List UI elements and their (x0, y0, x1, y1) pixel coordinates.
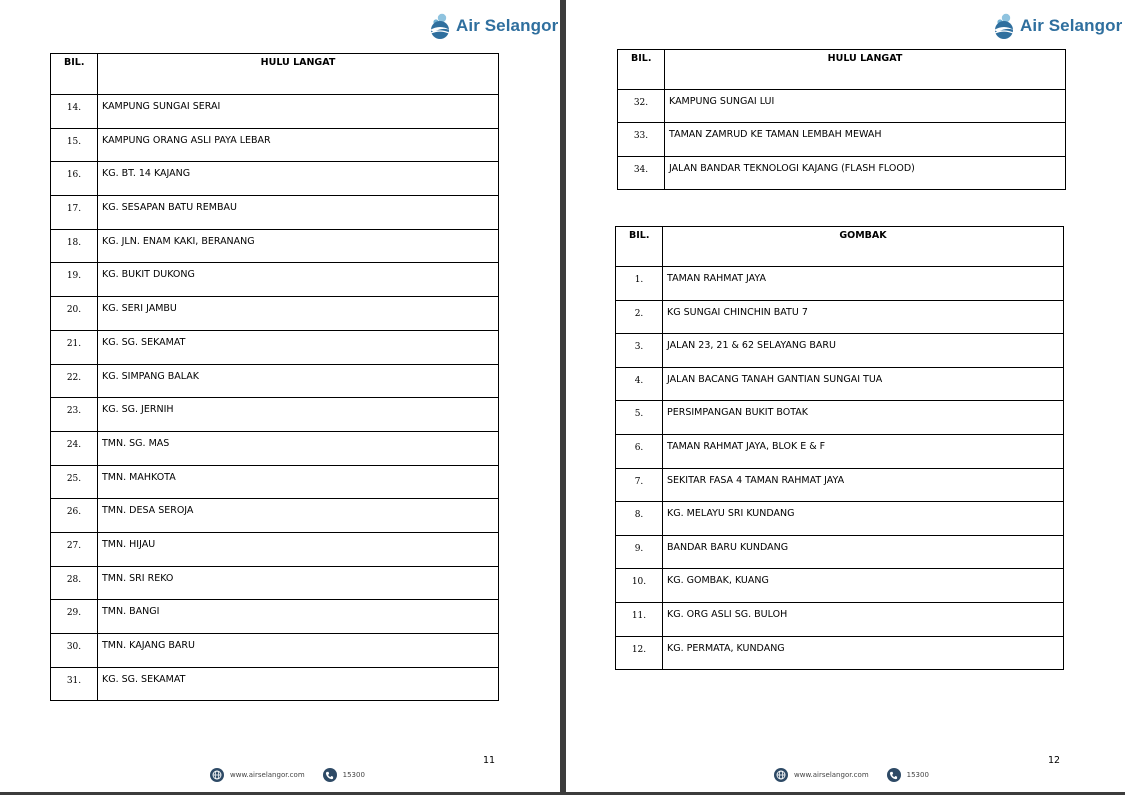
row-number: 24. (51, 431, 98, 465)
location-name: TMN. SG. MAS (98, 431, 499, 465)
table-row (51, 667, 499, 701)
location-name: KG. JLN. ENAM KAKI, BERANANG (98, 229, 499, 263)
page-footer (774, 768, 929, 782)
table-header-row (618, 50, 1066, 90)
location-name: KG. SG. JERNIH (98, 398, 499, 432)
table-row (51, 196, 499, 230)
table-row (616, 267, 1064, 301)
row-number: 2. (616, 300, 663, 334)
table-row (51, 398, 499, 432)
area-column-header: GOMBAK (663, 227, 1064, 267)
row-number: 26. (51, 499, 98, 533)
table-row (51, 229, 499, 263)
table-row (51, 263, 499, 297)
row-number: 17. (51, 196, 98, 230)
table-row (51, 634, 499, 668)
row-number: 6. (616, 434, 663, 468)
location-name: KAMPUNG SUNGAI LUI (665, 90, 1066, 123)
table-row (51, 431, 499, 465)
table-row (616, 468, 1064, 502)
footer-phone-number: 15300 (342, 771, 365, 779)
table-row (51, 128, 499, 162)
phone-icon (887, 768, 901, 782)
table-row (51, 566, 499, 600)
page-footer (210, 768, 365, 782)
globe-icon (774, 768, 788, 782)
table-row (616, 334, 1064, 368)
hulu-langat-table (50, 53, 499, 701)
row-number: 12. (616, 636, 663, 670)
location-name: KG SUNGAI CHINCHIN BATU 7 (663, 300, 1064, 334)
brand-logo (428, 12, 558, 40)
bil-column-header: BIL. (618, 50, 665, 90)
row-number: 8. (616, 502, 663, 536)
row-number: 34. (618, 156, 665, 189)
table-row (616, 636, 1064, 670)
bil-column-header: BIL. (616, 227, 663, 267)
location-name: JALAN BACANG TANAH GANTIAN SUNGAI TUA (663, 367, 1064, 401)
phone-icon (323, 768, 337, 782)
document-page-12 (566, 0, 1125, 795)
location-name: KG. BUKIT DUKONG (98, 263, 499, 297)
row-number: 32. (618, 90, 665, 123)
row-number: 27. (51, 532, 98, 566)
table-row (618, 90, 1066, 123)
row-number: 4. (616, 367, 663, 401)
table-row (618, 123, 1066, 156)
table-row (51, 465, 499, 499)
row-number: 33. (618, 123, 665, 156)
gombak-table (615, 226, 1064, 670)
row-number: 25. (51, 465, 98, 499)
location-name: SEKITAR FASA 4 TAMAN RAHMAT JAYA (663, 468, 1064, 502)
row-number: 28. (51, 566, 98, 600)
page-number: 12 (1048, 755, 1061, 766)
table-row (51, 162, 499, 196)
document-page-11 (0, 0, 560, 795)
area-column-header: HULU LANGAT (665, 50, 1066, 90)
table-row (616, 502, 1064, 536)
location-name: JALAN 23, 21 & 62 SELAYANG BARU (663, 334, 1064, 368)
row-number: 1. (616, 267, 663, 301)
location-name: KG. SESAPAN BATU REMBAU (98, 196, 499, 230)
table-row (616, 401, 1064, 435)
table-row (51, 330, 499, 364)
row-number: 19. (51, 263, 98, 297)
brand-logo (992, 12, 1122, 40)
location-name: BANDAR BARU KUNDANG (663, 535, 1064, 569)
row-number: 20. (51, 297, 98, 331)
row-number: 29. (51, 600, 98, 634)
location-name: PERSIMPANGAN BUKIT BOTAK (663, 401, 1064, 435)
table-row (616, 569, 1064, 603)
table-row (51, 499, 499, 533)
location-name: KAMPUNG ORANG ASLI PAYA LEBAR (98, 128, 499, 162)
location-name: KG. GOMBAK, KUANG (663, 569, 1064, 603)
table-row (51, 600, 499, 634)
table-row (51, 532, 499, 566)
row-number: 9. (616, 535, 663, 569)
location-name: JALAN BANDAR TEKNOLOGI KAJANG (FLASH FLOOD) (665, 156, 1066, 189)
location-name: KG. SG. SEKAMAT (98, 667, 499, 701)
table-row (51, 297, 499, 331)
table-row (616, 535, 1064, 569)
table-row (616, 367, 1064, 401)
row-number: 22. (51, 364, 98, 398)
row-number: 15. (51, 128, 98, 162)
footer-phone-number: 15300 (906, 771, 929, 779)
location-name: KG. SIMPANG BALAK (98, 364, 499, 398)
location-name: TMN. HIJAU (98, 532, 499, 566)
location-name: TMN. KAJANG BARU (98, 634, 499, 668)
location-name: TMN. DESA SEROJA (98, 499, 499, 533)
air-selangor-logo-icon (428, 12, 454, 40)
row-number: 3. (616, 334, 663, 368)
location-name: TMN. SRI REKO (98, 566, 499, 600)
location-name: KG. MELAYU SRI KUNDANG (663, 502, 1064, 536)
table-header-row (51, 54, 499, 95)
location-name: KG. SERI JAMBU (98, 297, 499, 331)
location-name: KG. BT. 14 KAJANG (98, 162, 499, 196)
footer-website-link[interactable]: www.airselangor.com (794, 771, 869, 779)
table-row (51, 95, 499, 129)
table-row (618, 156, 1066, 189)
row-number: 5. (616, 401, 663, 435)
air-selangor-logo-icon (992, 12, 1018, 40)
location-name: TMN. BANGI (98, 600, 499, 634)
row-number: 18. (51, 229, 98, 263)
row-number: 16. (51, 162, 98, 196)
bil-column-header: BIL. (51, 54, 98, 95)
row-number: 21. (51, 330, 98, 364)
globe-icon (210, 768, 224, 782)
area-column-header: HULU LANGAT (98, 54, 499, 95)
table-row (616, 434, 1064, 468)
table-header-row (616, 227, 1064, 267)
row-number: 14. (51, 95, 98, 129)
hulu-langat-table (617, 49, 1066, 190)
location-name: TAMAN RAHMAT JAYA, BLOK E & F (663, 434, 1064, 468)
location-name: TAMAN RAHMAT JAYA (663, 267, 1064, 301)
table-row (616, 602, 1064, 636)
footer-website-link[interactable]: www.airselangor.com (230, 771, 305, 779)
row-number: 31. (51, 667, 98, 701)
location-name: TAMAN ZAMRUD KE TAMAN LEMBAH MEWAH (665, 123, 1066, 156)
row-number: 23. (51, 398, 98, 432)
location-name: KG. PERMATA, KUNDANG (663, 636, 1064, 670)
location-name: KG. SG. SEKAMAT (98, 330, 499, 364)
row-number: 30. (51, 634, 98, 668)
brand-name: Air Selangor (456, 16, 559, 35)
page-number: 11 (483, 755, 496, 766)
table-row (51, 364, 499, 398)
row-number: 7. (616, 468, 663, 502)
location-name: TMN. MAHKOTA (98, 465, 499, 499)
location-name: KG. ORG ASLI SG. BULOH (663, 602, 1064, 636)
brand-name: Air Selangor (1020, 16, 1123, 35)
row-number: 11. (616, 602, 663, 636)
location-name: KAMPUNG SUNGAI SERAI (98, 95, 499, 129)
table-row (616, 300, 1064, 334)
row-number: 10. (616, 569, 663, 603)
